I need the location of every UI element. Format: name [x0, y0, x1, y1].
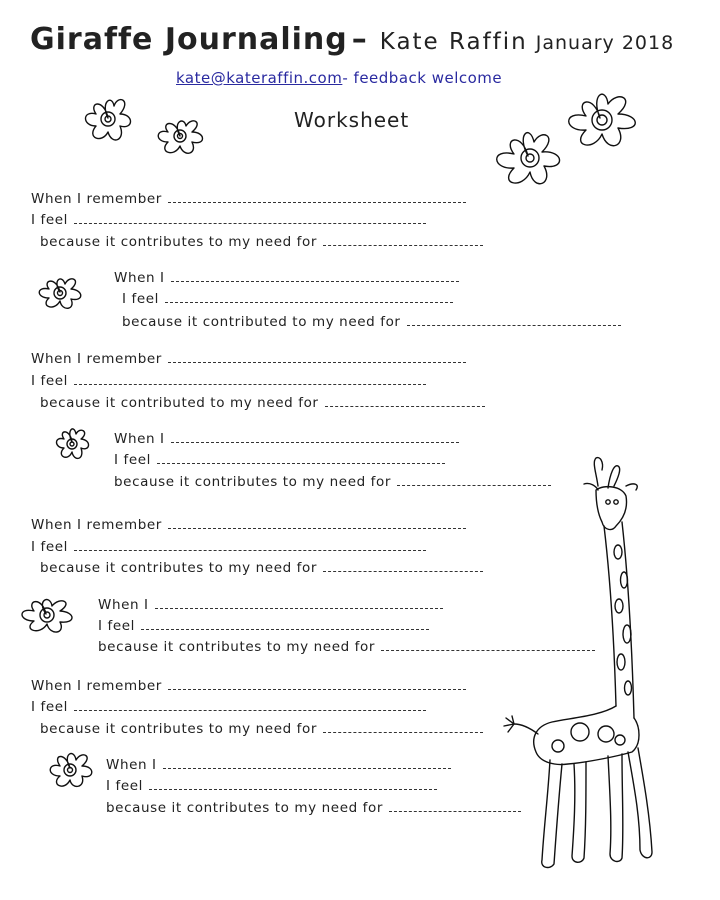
block-1-line-2 [31, 212, 426, 228]
block-8-line-3 [106, 800, 521, 816]
block-4-line-2 [114, 452, 445, 468]
block-5-line-2 [31, 539, 426, 555]
block-6-line-2 [98, 618, 429, 634]
prompt: because it contributed to my need for [122, 314, 401, 330]
prompt: When I [98, 597, 149, 613]
answer-blank[interactable] [74, 213, 426, 224]
prompt: I feel [31, 539, 68, 555]
flower-doodle-icon [14, 594, 80, 636]
prompt: When I remember [31, 678, 162, 694]
email-link[interactable]: kate@kateraffin.com [176, 69, 343, 87]
prompt: because it contributes to my need for [40, 234, 318, 250]
prompt: because it contributes to my need for [40, 721, 318, 737]
answer-blank[interactable] [325, 396, 485, 407]
prompt: because it contributes to my need for [98, 639, 376, 655]
flower-doodle-icon [52, 424, 92, 466]
author-name: Kate Raffin [379, 29, 528, 55]
block-8-line-2 [106, 778, 437, 794]
prompt: because it contributed to my need for [40, 395, 319, 411]
answer-blank[interactable] [141, 619, 429, 630]
prompt: When I [114, 431, 165, 447]
answer-blank[interactable] [168, 518, 466, 529]
block-6-line-1 [98, 597, 443, 613]
answer-blank[interactable] [165, 292, 453, 303]
block-7-line-3 [40, 721, 483, 737]
date-text: January 2018 [535, 32, 675, 54]
block-2-line-3 [122, 314, 621, 330]
block-4-line-3 [114, 474, 551, 490]
title-text: Giraffe Journaling [30, 22, 348, 57]
answer-blank[interactable] [323, 722, 483, 733]
prompt: I feel [31, 373, 68, 389]
prompt: because it contributes to my need for [40, 560, 318, 576]
worksheet-title: Worksheet [294, 108, 410, 132]
prompt: I feel [114, 452, 151, 468]
prompt: I feel [31, 699, 68, 715]
prompt: When I remember [31, 351, 162, 367]
flower-doodle-icon [44, 748, 98, 792]
block-3-line-3 [40, 395, 485, 411]
answer-blank[interactable] [323, 235, 483, 246]
answer-blank[interactable] [74, 540, 426, 551]
prompt: I feel [98, 618, 135, 634]
flower-doodle-icon [152, 114, 210, 160]
answer-blank[interactable] [171, 271, 459, 282]
answer-blank[interactable] [171, 432, 459, 443]
prompt: because it contributes to my need for [114, 474, 392, 490]
flower-doodle-icon [78, 92, 138, 148]
answer-blank[interactable] [168, 192, 466, 203]
block-7-line-2 [31, 699, 426, 715]
prompt: When I remember [31, 517, 162, 533]
block-3-line-2 [31, 373, 426, 389]
feedback-text: - feedback welcome [342, 69, 503, 87]
prompt: I feel [106, 778, 143, 794]
answer-blank[interactable] [74, 700, 426, 711]
answer-blank[interactable] [155, 598, 443, 609]
block-1-line-3 [40, 234, 483, 250]
answer-blank[interactable] [74, 374, 426, 385]
answer-blank[interactable] [163, 758, 451, 769]
answer-blank[interactable] [149, 779, 437, 790]
answer-blank[interactable] [168, 679, 466, 690]
block-7-line-1 [31, 678, 466, 694]
prompt: When I [114, 270, 165, 286]
block-4-line-1 [114, 431, 459, 447]
contact-line [176, 69, 502, 87]
block-5-line-3 [40, 560, 483, 576]
title-dash: – [351, 22, 368, 57]
answer-blank[interactable] [323, 561, 483, 572]
block-1-line-1 [31, 191, 466, 207]
answer-blank[interactable] [168, 352, 466, 363]
prompt: When I [106, 757, 157, 773]
prompt: because it contributes to my need for [106, 800, 384, 816]
answer-blank[interactable] [407, 315, 621, 326]
block-3-line-1 [31, 351, 466, 367]
giraffe-doodle-icon [500, 456, 690, 876]
flower-doodle-icon [32, 274, 88, 312]
block-8-line-1 [106, 757, 451, 773]
flower-doodle-icon [556, 88, 646, 156]
prompt: I feel [122, 291, 159, 307]
prompt: I feel [31, 212, 68, 228]
answer-blank[interactable] [157, 453, 445, 464]
block-2-line-2 [122, 291, 453, 307]
prompt: When I remember [31, 191, 162, 207]
page-title [30, 22, 674, 57]
block-5-line-1 [31, 517, 466, 533]
block-2-line-1 [114, 270, 459, 286]
